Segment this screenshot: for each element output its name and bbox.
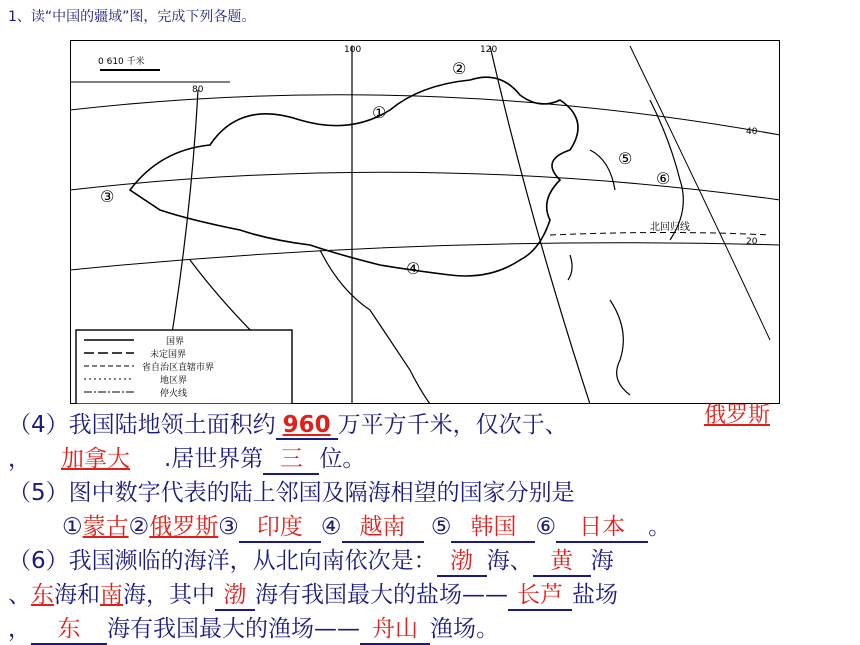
ans-sea-5: 渤 (223, 582, 247, 608)
ans-russia: 俄罗斯 (704, 403, 771, 428)
page-title: 1、读“中国的疆域”图，完成下列各题。 (8, 9, 256, 25)
ans-sea-1: 渤 (450, 548, 474, 574)
svg-text:国界: 国界 (166, 337, 185, 347)
svg-text:停火线: 停火线 (160, 389, 188, 399)
q5-line1: （5）图中数字代表的陆上邻国及隔海相望的国家分别是 (8, 480, 575, 506)
ans-sea-3: 东 (31, 582, 54, 608)
china-territory-map (70, 40, 780, 404)
marker-3: ③ (100, 187, 115, 206)
ans-canada: 加拿大 (61, 446, 130, 472)
ans-sea-4: 南 (100, 582, 123, 608)
ans-russia-2: 俄罗斯 (149, 514, 219, 540)
svg-text:未定国界: 未定国界 (150, 350, 187, 360)
marker-5: ⑤ (618, 149, 633, 168)
marker-6: ⑥ (656, 169, 671, 188)
lon-label-120: 120 (480, 45, 498, 55)
ans-india: 印度 (256, 514, 303, 540)
map-legend (76, 330, 292, 404)
ans-fishery: 舟山 (372, 616, 418, 642)
q4-line1: （4）我国陆地领土面积约 960 万平方千米，仅次于、 (8, 412, 568, 438)
marker-2: ② (452, 59, 467, 78)
marker-4: ④ (406, 259, 421, 278)
q4-line2: ， 加拿大 .居世界第 三 位。 (8, 440, 365, 475)
svg-text:地区界: 地区界 (160, 376, 188, 386)
ans-japan: 日本 (579, 514, 626, 540)
svg-text:20: 20 (746, 237, 758, 247)
q5-line2: ①蒙古②俄罗斯③ 印度 ④ 越南 ⑤ 韩国 ⑥ 日本 。 (62, 508, 671, 543)
ans-area: 960 (282, 412, 331, 438)
lon-label-80: 80 (192, 85, 204, 95)
ans-vietnam: 越南 (359, 514, 406, 540)
ans-sea-6: 东 (57, 616, 81, 642)
scale-label: 0 610 千米 (98, 57, 145, 67)
ans-mongolia: 蒙古 (82, 514, 129, 540)
ans-rank: 三 (279, 446, 303, 472)
marker-1: ① (372, 103, 387, 122)
svg-text:40: 40 (746, 127, 758, 137)
svg-text:省自治区直辖市界: 省自治区直辖市界 (142, 363, 215, 373)
lon-label-100: 100 (344, 45, 362, 55)
q6-line3: ， 东 海有我国最大的渔场—— 舟山 渔场。 (8, 610, 499, 645)
q6-line1: （6）我国濒临的海洋，从北向南依次是： 渤 海、 黄 海 (8, 542, 614, 577)
ans-korea: 韩国 (470, 514, 517, 540)
ans-sea-2: 黄 (550, 548, 574, 574)
ans-salt-field: 长芦 (517, 582, 563, 608)
q6-line2: 、东海和南海，其中 渤 海有我国最大的盐场—— 长芦 盐场 (8, 576, 618, 611)
tropic-label: 北回归线 (650, 222, 690, 233)
